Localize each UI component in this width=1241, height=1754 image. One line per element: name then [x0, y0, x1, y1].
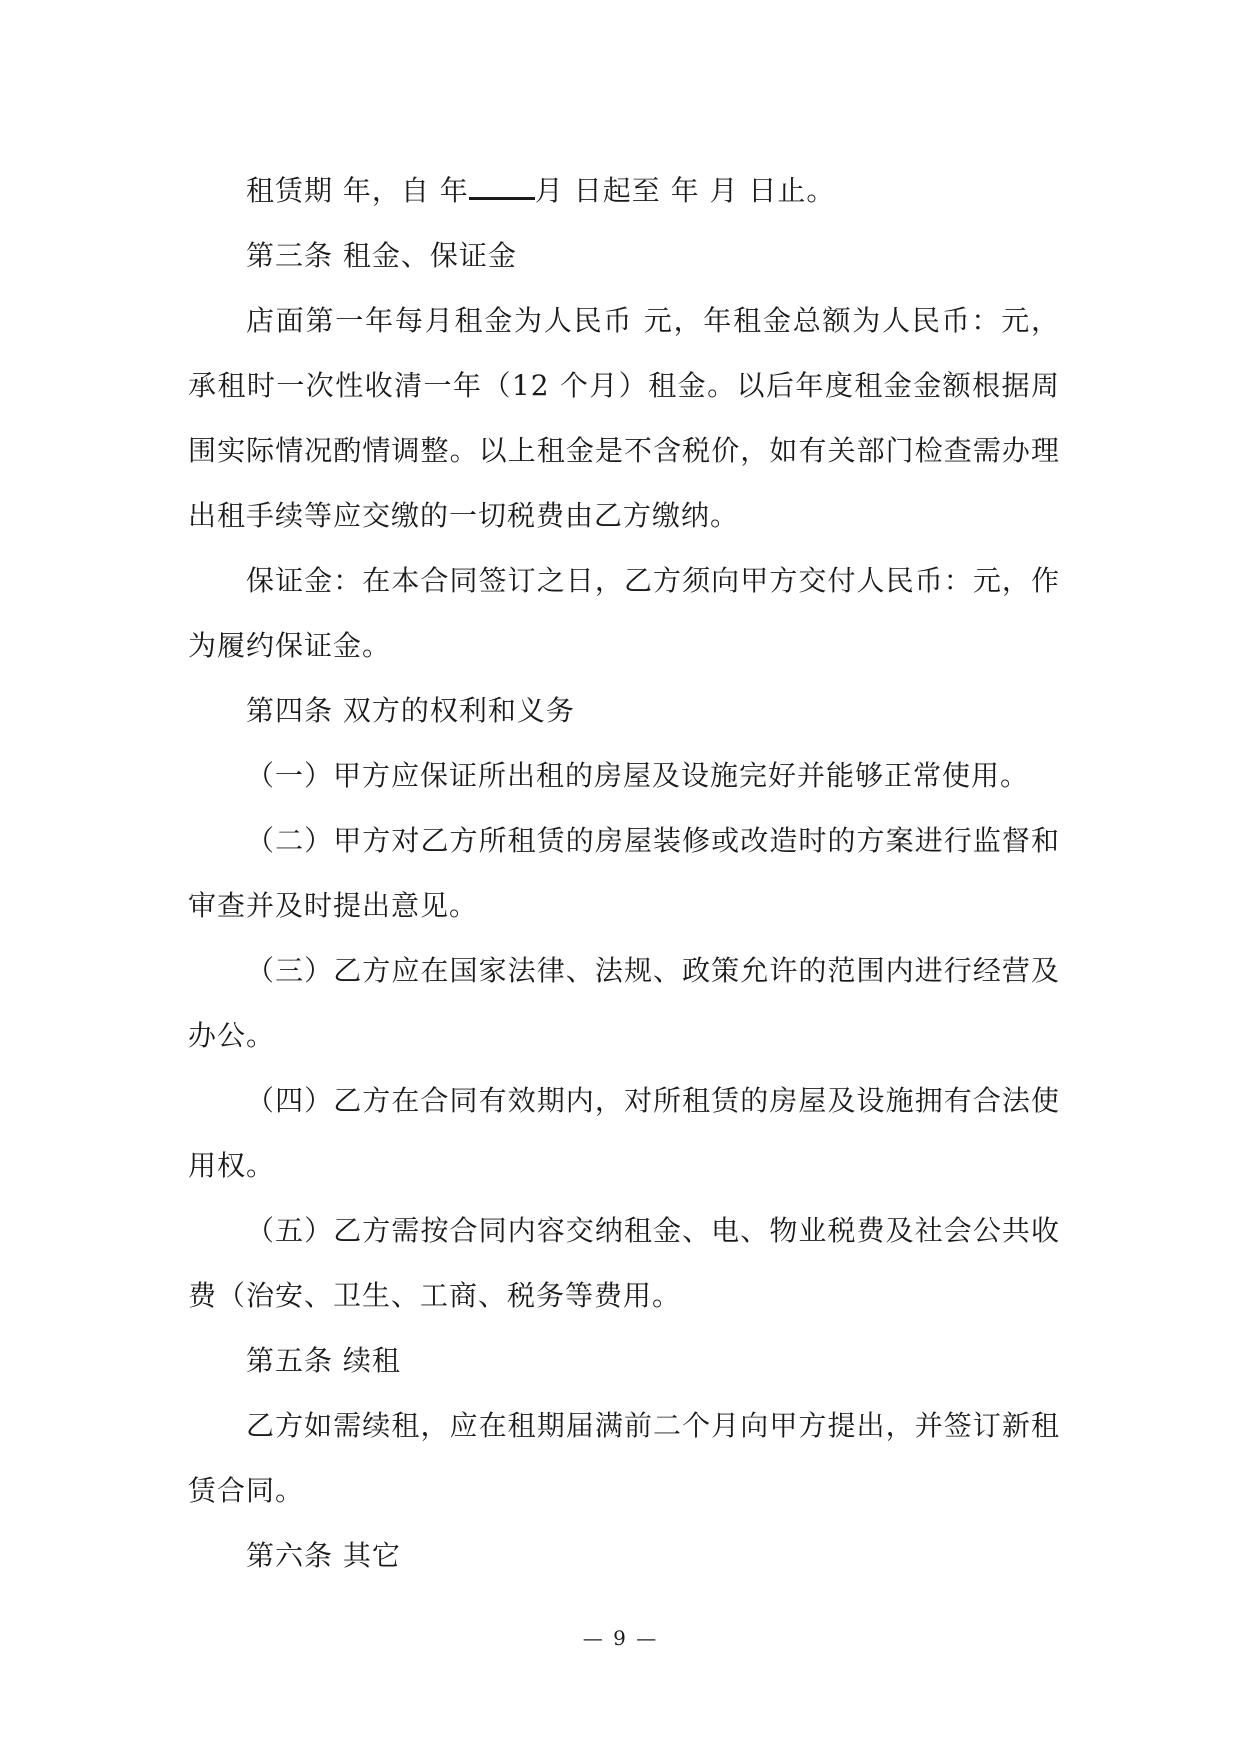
rent-paragraph: 店面第一年每月租金为人民币 元，年租金总额为人民币：元，承租时一次性收清一年（12 个月）租金。以后年度租金金额根据周围实际情况酌情调整。以上租金是不含税价，如有关部门检查需办理出租手续等应交缴的一切税费由乙方缴纳。	[188, 304, 1060, 532]
clause-5: （五）乙方需按合同内容交纳租金、电、物业税费及社会公共收费（治安、卫生、工商、税务等费用。	[188, 1214, 1060, 1312]
clause-1: （一）甲方应保证所出租的房屋及设施完好并能够正常使用。	[246, 759, 1030, 792]
deposit-paragraph: 保证金：在本合同签订之日，乙方须向甲方交付人民币：元，作为履约保证金。	[188, 564, 1060, 662]
lease-term-text-start: 租赁期 年，自 年	[246, 174, 469, 207]
page-number: — 9 —	[582, 1626, 659, 1650]
clause-4: （四）乙方在合同有效期内，对所租赁的房屋及设施拥有合法使用权。	[188, 1084, 1060, 1182]
article-5-heading: 第五条 续租	[246, 1344, 401, 1377]
clause-3: （三）乙方应在国家法律、法规、政策允许的范围内进行经营及办公。	[188, 954, 1060, 1052]
article-6-heading: 第六条 其它	[246, 1539, 401, 1572]
article-4-heading: 第四条 双方的权利和义务	[246, 694, 575, 727]
fill-in-blank	[469, 173, 535, 200]
renewal-paragraph: 乙方如需续租，应在租期届满前二个月向甲方提出，并签订新租赁合同。	[188, 1409, 1060, 1507]
document-body	[188, 158, 1060, 1588]
article-3-heading: 第三条 租金、保证金	[246, 239, 517, 272]
lease-term-text-end: 月 日起至 年 月 日止。	[534, 174, 836, 207]
clause-2: （二）甲方对乙方所租赁的房屋装修或改造时的方案进行监督和审查并及时提出意见。	[188, 824, 1060, 922]
lease-term-paragraph	[188, 158, 1060, 223]
